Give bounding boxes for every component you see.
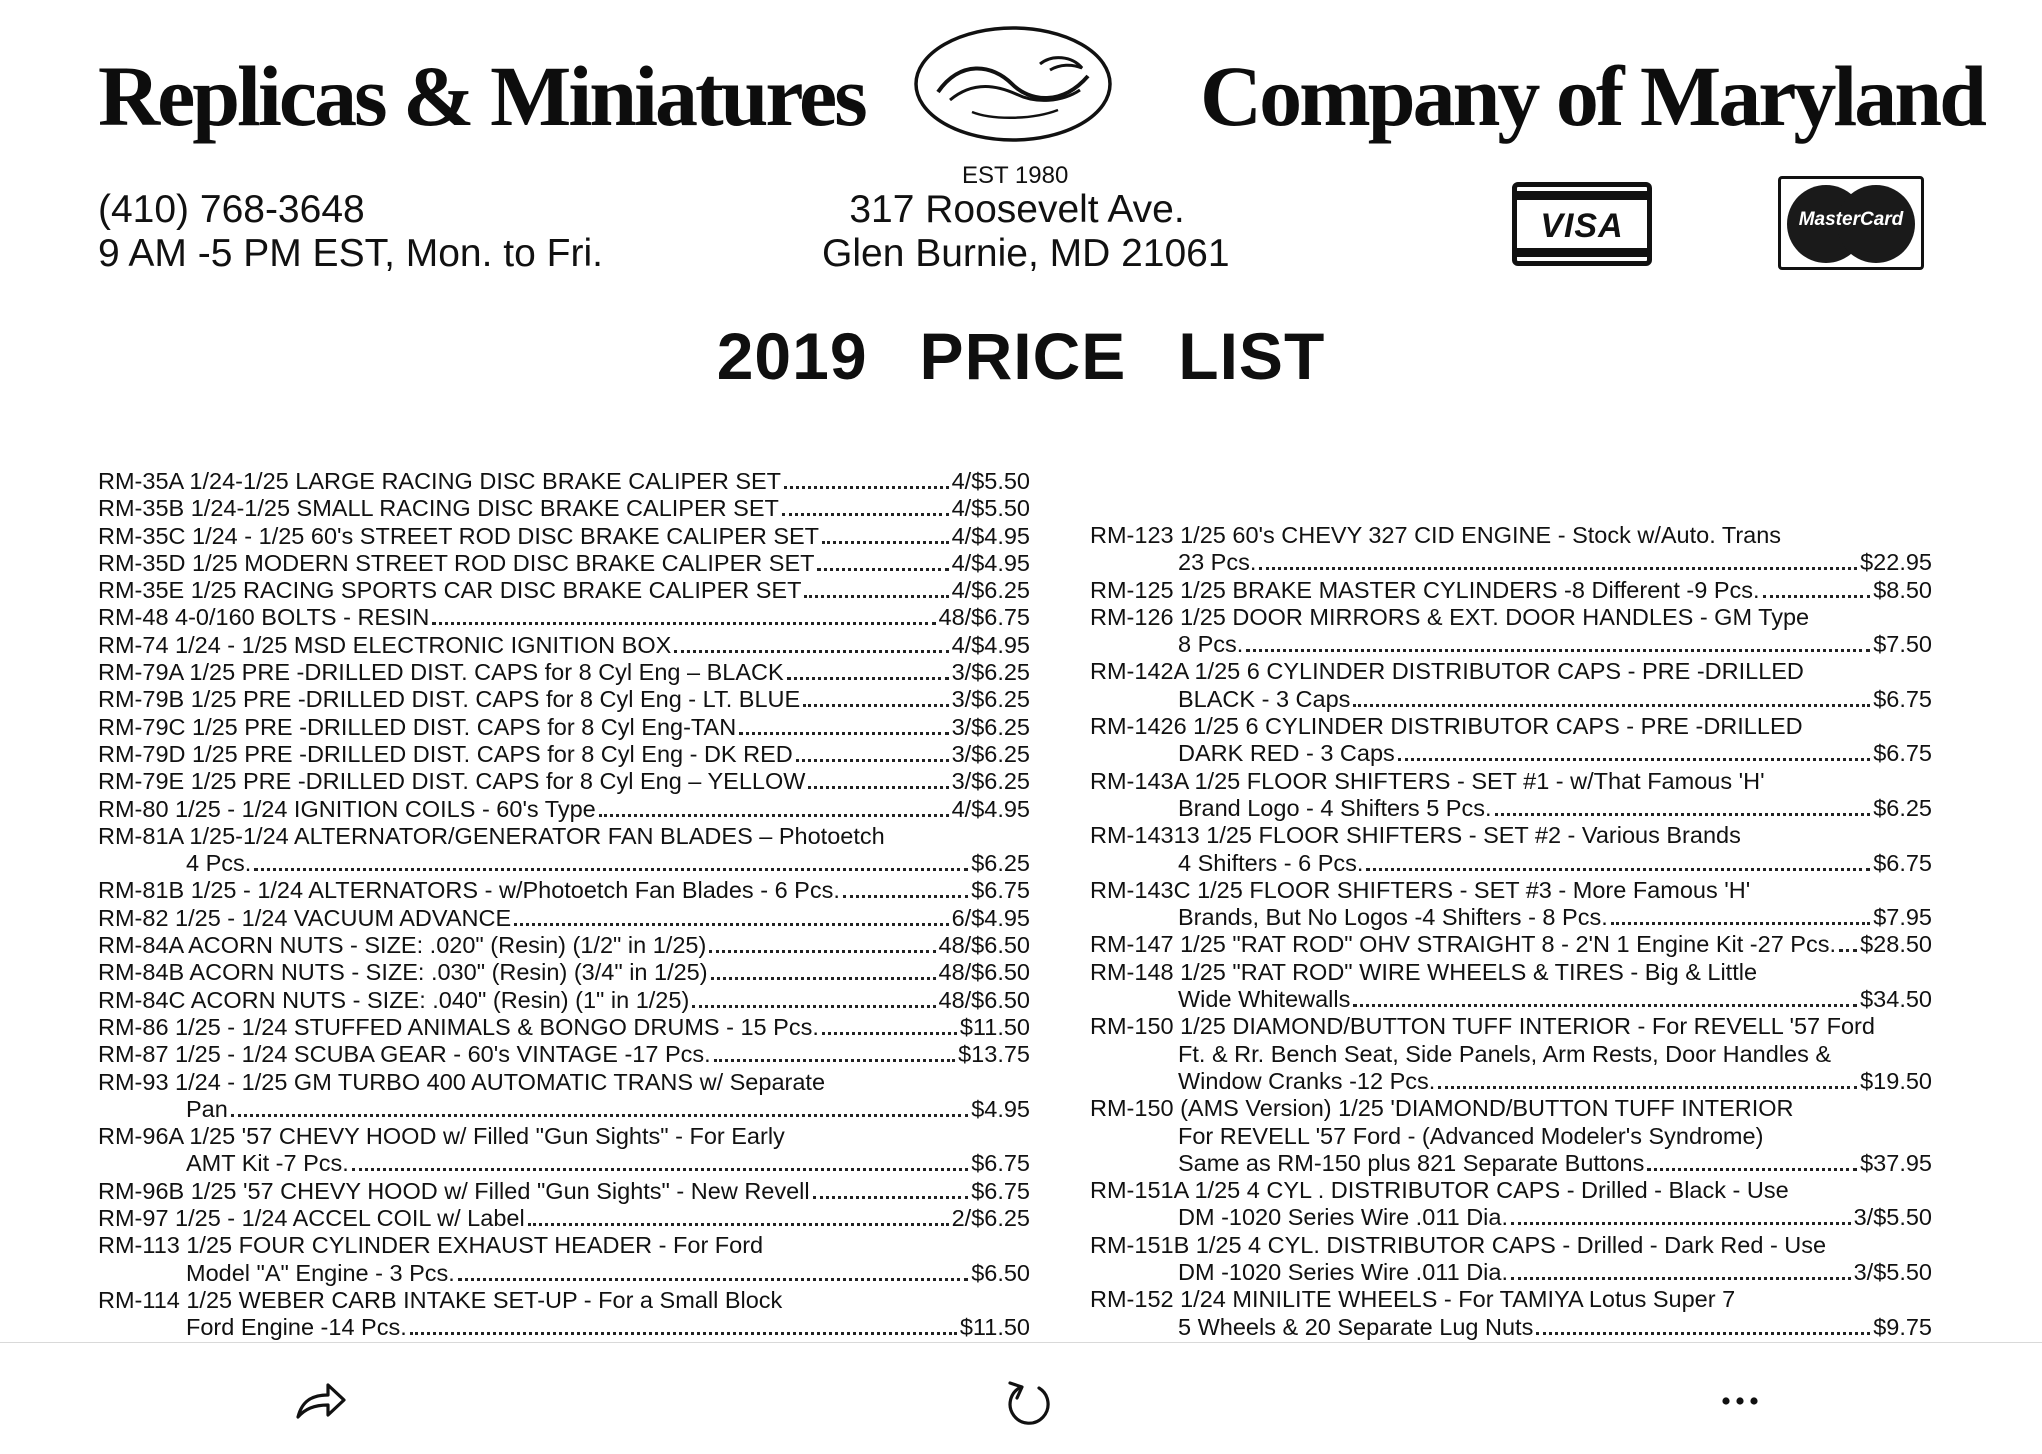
price-entry-line xyxy=(98,714,1030,741)
item-description: For REVELL '57 Ford - (Advanced Modeler's Syndrome) xyxy=(1178,1122,1764,1149)
price-entry-line xyxy=(98,932,1030,959)
price-entry-line xyxy=(1090,1013,1932,1040)
dot-leader xyxy=(1763,595,1871,598)
price-entry xyxy=(98,659,1030,686)
item-price: 4/$4.95 xyxy=(951,549,1030,576)
item-price: $9.75 xyxy=(1873,1313,1932,1340)
dot-leader xyxy=(1536,1332,1870,1335)
price-entry-line xyxy=(98,1260,1030,1287)
visa-label: VISA xyxy=(1540,207,1624,245)
title-word-list: LIST xyxy=(1178,319,1326,393)
dot-leader xyxy=(1366,868,1870,871)
dot-leader xyxy=(674,650,948,653)
dot-leader xyxy=(808,786,948,789)
price-entry xyxy=(1090,604,1932,659)
item-description: RM-79D 1/25 PRE -DRILLED DIST. CAPS for 8 Cyl Eng - DK RED xyxy=(98,740,793,767)
dot-leader xyxy=(803,704,948,707)
price-entry xyxy=(1090,1177,1932,1232)
dot-leader xyxy=(1611,922,1870,925)
dot-leader xyxy=(514,923,948,926)
dot-leader xyxy=(1353,1004,1857,1007)
price-entry xyxy=(98,1069,1030,1124)
price-entry xyxy=(1090,577,1932,604)
dot-leader xyxy=(709,950,935,953)
dot-leader xyxy=(599,814,949,817)
item-price: $11.50 xyxy=(959,1013,1030,1040)
item-description: RM-35A 1/24-1/25 LARGE RACING DISC BRAKE CALIPER SET xyxy=(98,468,782,494)
dot-leader xyxy=(1259,567,1857,570)
item-description: RM-84C ACORN NUTS - SIZE: .040" (Resin) (1" in 1/25) xyxy=(98,986,690,1013)
item-price: $11.50 xyxy=(959,1314,1030,1341)
price-entry-line xyxy=(98,1178,1030,1205)
price-entry xyxy=(98,1178,1030,1205)
price-entry-line xyxy=(1090,850,1932,877)
title-word-price: PRICE xyxy=(919,319,1127,393)
price-entry xyxy=(98,632,1030,659)
rotate-icon xyxy=(999,1371,1059,1431)
price-list-right-column xyxy=(1090,522,1932,1341)
item-description: 5 Wheels & 20 Separate Lug Nuts xyxy=(1178,1313,1534,1340)
item-price: $37.95 xyxy=(1860,1149,1932,1176)
price-entry xyxy=(1090,713,1932,768)
price-entry-line xyxy=(98,468,1030,495)
more-options-button[interactable] xyxy=(1710,1371,1770,1431)
share-button[interactable] xyxy=(290,1371,350,1431)
price-entry-line xyxy=(1090,822,1932,849)
price-entry xyxy=(1090,522,1932,577)
price-entry-line xyxy=(1090,1095,1932,1122)
price-entry-line xyxy=(1090,1041,1932,1068)
swirl-logo-icon xyxy=(912,24,1114,144)
price-entry-line xyxy=(1090,1232,1932,1259)
item-price: $6.75 xyxy=(1873,740,1932,767)
item-price: 48/$6.75 xyxy=(938,604,1030,631)
price-entry xyxy=(1090,768,1932,823)
price-entry xyxy=(98,987,1030,1014)
price-entry-line xyxy=(1090,959,1932,986)
item-price: 48/$6.50 xyxy=(938,932,1030,959)
dot-leader xyxy=(254,868,968,871)
item-description: RM-152 1/24 MINILITE WHEELS - For TAMIYA Lotus Super 7 xyxy=(1090,1286,1736,1313)
item-price: $4.95 xyxy=(971,1095,1030,1122)
price-entry-line xyxy=(98,550,1030,577)
price-entry-line xyxy=(1090,522,1932,549)
item-price: 2/$6.25 xyxy=(951,1205,1030,1232)
price-entry xyxy=(98,823,1030,878)
price-entry-line xyxy=(1090,986,1932,1013)
item-description: RM-14313 1/25 FLOOR SHIFTERS - SET #2 - Various Brands xyxy=(1090,822,1741,849)
item-description: 23 Pcs. xyxy=(1178,549,1257,576)
price-entry-line xyxy=(98,823,1030,850)
item-price: $8.50 xyxy=(1873,576,1932,603)
price-entry xyxy=(1090,1232,1932,1287)
dot-leader xyxy=(231,1114,968,1117)
price-entry-line xyxy=(98,686,1030,713)
item-price: $6.75 xyxy=(971,877,1030,904)
price-entry-line xyxy=(98,1041,1030,1068)
dot-leader xyxy=(1647,1168,1857,1171)
item-price: 4/$5.50 xyxy=(951,468,1030,494)
price-entry-line xyxy=(98,850,1030,877)
item-description: 8 Pcs. xyxy=(1178,631,1244,658)
visa-band-bottom xyxy=(1517,248,1647,257)
price-entry xyxy=(98,932,1030,959)
dot-leader xyxy=(804,595,948,598)
price-entry-line xyxy=(98,1123,1030,1150)
price-entry xyxy=(98,550,1030,577)
price-entry xyxy=(98,1014,1030,1041)
item-price: 6/$4.95 xyxy=(951,904,1030,931)
price-entry-line xyxy=(98,1205,1030,1232)
price-entry-line xyxy=(98,523,1030,550)
item-description: RM-35B 1/24-1/25 SMALL RACING DISC BRAKE CALIPER SET xyxy=(98,495,779,522)
item-price: $22.95 xyxy=(1860,549,1932,576)
item-price: 3/$6.25 xyxy=(951,713,1030,740)
contact-info xyxy=(98,188,603,276)
price-entry-line xyxy=(98,495,1030,522)
price-entry-line xyxy=(98,796,1030,823)
dot-leader xyxy=(711,977,936,980)
item-description: RM-79C 1/25 PRE -DRILLED DIST. CAPS for 8 Cyl Eng-TAN xyxy=(98,713,737,740)
price-entry xyxy=(98,577,1030,604)
price-list-left-column xyxy=(98,468,1030,1342)
item-price: 4/$4.95 xyxy=(951,631,1030,658)
item-description: DM -1020 Series Wire .011 Dia. xyxy=(1178,1204,1508,1231)
price-entry-line xyxy=(98,987,1030,1014)
item-description: DARK RED - 3 Caps xyxy=(1178,740,1395,767)
price-entry-line xyxy=(1090,713,1932,740)
item-description: AMT Kit -7 Pcs. xyxy=(186,1150,349,1177)
item-description: RM-151A 1/25 4 CYL . DISTRIBUTOR CAPS - Drilled - Black - Use xyxy=(1090,1177,1789,1204)
price-entry xyxy=(98,714,1030,741)
dot-leader xyxy=(1438,1086,1857,1089)
item-description: Brands, But No Logos -4 Shifters - 8 Pcs. xyxy=(1178,904,1608,931)
more-icon xyxy=(1710,1371,1770,1431)
price-entry xyxy=(98,686,1030,713)
item-description: RM-97 1/25 - 1/24 ACCEL COIL w/ Label xyxy=(98,1205,525,1232)
item-description: RM-84A ACORN NUTS - SIZE: .020" (Resin) (1/2" in 1/25) xyxy=(98,932,707,959)
price-entry-line xyxy=(98,1287,1030,1314)
item-description: Wide Whitewalls xyxy=(1178,986,1351,1013)
dot-leader xyxy=(714,1059,955,1062)
price-entry-line xyxy=(1090,1204,1932,1231)
dot-leader xyxy=(1353,704,1870,707)
dot-leader xyxy=(822,1032,957,1035)
dot-leader xyxy=(813,1196,969,1199)
item-description: RM-150 (AMS Version) 1/25 'DIAMOND/BUTTON TUFF INTERIOR xyxy=(1090,1095,1794,1122)
price-entry-line xyxy=(98,1096,1030,1123)
item-price: $7.95 xyxy=(1873,904,1932,931)
dot-leader xyxy=(458,1278,968,1281)
item-description: RM-114 1/25 WEBER CARB INTAKE SET-UP - For a Small Block xyxy=(98,1286,783,1313)
street-address: 317 Roosevelt Ave. xyxy=(849,188,1185,231)
item-description: Ford Engine -14 Pcs. xyxy=(186,1314,407,1341)
item-price: $7.50 xyxy=(1873,631,1932,658)
dot-leader xyxy=(817,568,948,571)
dot-leader xyxy=(843,895,968,898)
price-entry-line xyxy=(1090,1286,1932,1313)
item-description: RM-82 1/25 - 1/24 VACUUM ADVANCE xyxy=(98,904,512,931)
price-entry xyxy=(1090,877,1932,932)
price-entry xyxy=(98,1041,1030,1068)
price-entry-line xyxy=(98,877,1030,904)
share-icon xyxy=(290,1371,350,1431)
price-entry-line xyxy=(1090,577,1932,604)
price-entry xyxy=(98,523,1030,550)
item-price: 3/$5.50 xyxy=(1853,1204,1932,1231)
price-entry-line xyxy=(1090,1123,1932,1150)
price-entry xyxy=(1090,658,1932,713)
price-entry-line xyxy=(98,741,1030,768)
item-description: RM-143A 1/25 FLOOR SHIFTERS - SET #1 - w/That Famous 'H' xyxy=(1090,767,1765,794)
item-description: RM-74 1/24 - 1/25 MSD ELECTRONIC IGNITION BOX xyxy=(98,631,672,658)
item-description: RM-1426 1/25 6 CYLINDER DISTRIBUTOR CAPS - PRE -DRILLED xyxy=(1090,713,1803,740)
item-price: $6.75 xyxy=(1873,685,1932,712)
dot-leader xyxy=(528,1223,949,1226)
price-entry xyxy=(98,959,1030,986)
item-price: 4/$4.95 xyxy=(951,522,1030,549)
dot-leader xyxy=(784,486,949,489)
price-entry-line xyxy=(98,604,1030,631)
price-entry xyxy=(98,905,1030,932)
price-entry xyxy=(98,604,1030,631)
dot-leader xyxy=(739,732,948,735)
item-price: 4/$5.50 xyxy=(951,495,1030,522)
price-entry-line xyxy=(1090,1177,1932,1204)
price-entry xyxy=(1090,959,1932,1014)
address-block xyxy=(822,188,1230,276)
item-description: RM-81A 1/25-1/24 ALTERNATOR/GENERATOR FAN BLADES – Photoetch xyxy=(98,822,885,849)
price-entry-line xyxy=(98,1069,1030,1096)
dot-leader xyxy=(692,1005,935,1008)
item-description: RM-93 1/24 - 1/25 GM TURBO 400 AUTOMATIC TRANS w/ Separate xyxy=(98,1068,826,1095)
bottom-toolbar xyxy=(0,1342,2042,1454)
item-price: 48/$6.50 xyxy=(938,986,1030,1013)
item-price: $13.75 xyxy=(958,1041,1030,1068)
item-price: $6.75 xyxy=(971,1150,1030,1177)
price-entry-line xyxy=(1090,631,1932,658)
item-description: Pan xyxy=(186,1095,228,1122)
price-entry-line xyxy=(98,632,1030,659)
item-price: $28.50 xyxy=(1860,931,1932,958)
price-entry xyxy=(98,741,1030,768)
item-description: RM-79A 1/25 PRE -DRILLED DIST. CAPS for 8 Cyl Eng – BLACK xyxy=(98,659,784,686)
item-description: RM-125 1/25 BRAKE MASTER CYLINDERS -8 Different -9 Pcs. xyxy=(1090,576,1760,603)
dot-leader xyxy=(1495,813,1871,816)
item-description: RM-84B ACORN NUTS - SIZE: .030" (Resin) (3/4" in 1/25) xyxy=(98,959,708,986)
dot-leader xyxy=(410,1332,957,1335)
price-entry-line xyxy=(98,659,1030,686)
price-entry xyxy=(1090,1286,1932,1341)
price-entry-line xyxy=(98,1232,1030,1259)
item-price: 3/$6.25 xyxy=(951,659,1030,686)
item-description: BLACK - 3 Caps xyxy=(1178,685,1351,712)
item-price: 3/$5.50 xyxy=(1853,1259,1932,1286)
item-price: 48/$6.50 xyxy=(938,959,1030,986)
item-description: RM-87 1/25 - 1/24 SCUBA GEAR - 60's VINTAGE -17 Pcs. xyxy=(98,1041,711,1068)
price-entry xyxy=(98,1232,1030,1287)
company-name-left: Replicas & Miniatures xyxy=(98,48,865,144)
item-price: 4/$4.95 xyxy=(951,795,1030,822)
item-description: Window Cranks -12 Pcs. xyxy=(1178,1067,1436,1094)
price-entry-line xyxy=(1090,1068,1932,1095)
item-description: RM-79B 1/25 PRE -DRILLED DIST. CAPS for 8 Cyl Eng - LT. BLUE xyxy=(98,686,801,713)
price-entry xyxy=(1090,1095,1932,1177)
item-price: 4/$6.25 xyxy=(951,577,1030,604)
item-description: RM-81B 1/25 - 1/24 ALTERNATORS - w/Photoetch Fan Blades - 6 Pcs. xyxy=(98,877,840,904)
visa-band-top xyxy=(1517,191,1647,200)
item-description: RM-147 1/25 "RAT ROD" OHV STRAIGHT 8 - 2'N 1 Engine Kit -27 Pcs. xyxy=(1090,931,1836,958)
dot-leader xyxy=(1511,1277,1851,1280)
price-entry xyxy=(98,468,1030,495)
dot-leader xyxy=(822,541,949,544)
item-description: RM-113 1/25 FOUR CYLINDER EXHAUST HEADER - For Ford xyxy=(98,1232,764,1259)
price-entry-line xyxy=(98,959,1030,986)
item-price: 3/$6.25 xyxy=(951,740,1030,767)
price-entry-line xyxy=(1090,686,1932,713)
dot-leader xyxy=(1398,758,1870,761)
item-description: RM-80 1/25 - 1/24 IGNITION COILS - 60's Type xyxy=(98,795,596,822)
price-entry-line xyxy=(1090,1314,1932,1341)
price-entry xyxy=(1090,931,1932,958)
mastercard-logo xyxy=(1778,176,1924,270)
price-entry-line xyxy=(1090,604,1932,631)
title-year: 2019 xyxy=(716,319,868,393)
item-description: RM-35D 1/25 MODERN STREET ROD DISC BRAKE CALIPER SET xyxy=(98,549,815,576)
dot-leader xyxy=(1246,649,1870,652)
item-description: DM -1020 Series Wire .011 Dia. xyxy=(1178,1259,1508,1286)
price-entry-line xyxy=(1090,1259,1932,1286)
price-entry-line xyxy=(1090,877,1932,904)
item-description: RM-148 1/25 "RAT ROD" WIRE WHEELS & TIRES - Big & Little xyxy=(1090,958,1758,985)
mastercard-label: MasterCard xyxy=(1798,209,1904,230)
price-entry-line xyxy=(1090,768,1932,795)
item-price: $6.75 xyxy=(1873,849,1932,876)
item-description: RM-48 4-0/160 BOLTS - RESIN xyxy=(98,604,430,631)
item-description: RM-35C 1/24 - 1/25 60's STREET ROD DISC BRAKE CALIPER SET xyxy=(98,522,820,549)
item-description: Brand Logo - 4 Shifters 5 Pcs. xyxy=(1178,794,1492,821)
dot-leader xyxy=(1839,949,1857,952)
price-entry-line xyxy=(98,1014,1030,1041)
price-entry xyxy=(98,877,1030,904)
price-entry-line xyxy=(1090,1150,1932,1177)
dot-leader xyxy=(796,759,949,762)
item-price: 3/$6.25 xyxy=(951,686,1030,713)
price-entry-line xyxy=(98,577,1030,604)
price-entry xyxy=(98,495,1030,522)
price-entry xyxy=(98,768,1030,795)
item-description: RM-126 1/25 DOOR MIRRORS & EXT. DOOR HANDLES - GM Type xyxy=(1090,603,1810,630)
price-entry-line xyxy=(1090,795,1932,822)
price-entry-line xyxy=(1090,904,1932,931)
item-description: RM-86 1/25 - 1/24 STUFFED ANIMALS & BONGO DRUMS - 15 Pcs. xyxy=(98,1013,819,1040)
price-list-title xyxy=(0,318,2042,394)
price-entry-line xyxy=(98,905,1030,932)
price-entry xyxy=(1090,822,1932,877)
item-description: RM-123 1/25 60's CHEVY 327 CID ENGINE - Stock w/Auto. Trans xyxy=(1090,522,1782,548)
item-price: $6.25 xyxy=(1873,794,1932,821)
price-entry-line xyxy=(1090,740,1932,767)
item-description: RM-96B 1/25 '57 CHEVY HOOD w/ Filled "Gun Sights" - New Revell xyxy=(98,1177,810,1204)
company-name-right: Company of Maryland xyxy=(1200,48,1984,144)
item-description: RM-35E 1/25 RACING SPORTS CAR DISC BRAKE CALIPER SET xyxy=(98,577,802,604)
item-description: Model "A" Engine - 3 Pcs. xyxy=(186,1259,455,1286)
dot-leader xyxy=(352,1168,968,1171)
item-description: RM-142A 1/25 6 CYLINDER DISTRIBUTOR CAPS - PRE -DRILLED xyxy=(1090,658,1804,685)
item-description: RM-151B 1/25 4 CYL. DISTRIBUTOR CAPS - Drilled - Dark Red - Use xyxy=(1090,1231,1827,1258)
item-description: RM-79E 1/25 PRE -DRILLED DIST. CAPS for 8 Cyl Eng – YELLOW xyxy=(98,768,806,795)
item-description: 4 Shifters - 6 Pcs. xyxy=(1178,849,1364,876)
dot-leader xyxy=(432,622,935,625)
item-price: $6.25 xyxy=(971,850,1030,877)
item-description: RM-143C 1/25 FLOOR SHIFTERS - SET #3 - More Famous 'H' xyxy=(1090,876,1751,903)
price-entry-line xyxy=(98,1314,1030,1341)
item-description: Ft. & Rr. Bench Seat, Side Panels, Arm Rests, Door Handles & xyxy=(1178,1040,1832,1067)
item-price: $6.50 xyxy=(971,1259,1030,1286)
item-price: $34.50 xyxy=(1860,986,1932,1013)
item-description: RM-96A 1/25 '57 CHEVY HOOD w/ Filled "Gun Sights" - For Early xyxy=(98,1123,785,1150)
item-price: 3/$6.25 xyxy=(951,768,1030,795)
dot-leader xyxy=(1511,1222,1851,1225)
item-price: $6.75 xyxy=(971,1177,1030,1204)
price-entry xyxy=(1090,1013,1932,1095)
established-year: EST 1980 xyxy=(962,162,1069,189)
price-entry-line xyxy=(1090,549,1932,576)
dot-leader xyxy=(782,513,949,516)
item-price: $19.50 xyxy=(1860,1067,1932,1094)
price-entry-line xyxy=(1090,931,1932,958)
price-entry-line xyxy=(1090,658,1932,685)
price-entry-line xyxy=(98,1150,1030,1177)
price-entry xyxy=(98,1205,1030,1232)
business-hours: 9 AM -5 PM EST, Mon. to Fri. xyxy=(98,232,603,275)
price-entry xyxy=(98,796,1030,823)
rotate-button[interactable] xyxy=(999,1371,1059,1431)
item-description: RM-150 1/25 DIAMOND/BUTTON TUFF INTERIOR - For REVELL '57 Ford xyxy=(1090,1013,1875,1040)
price-entry xyxy=(98,1123,1030,1178)
price-entry xyxy=(98,1287,1030,1342)
dot-leader xyxy=(787,677,949,680)
item-description: Same as RM-150 plus 821 Separate Buttons xyxy=(1178,1149,1645,1176)
city-state-zip: Glen Burnie, MD 21061 xyxy=(822,232,1230,275)
visa-logo xyxy=(1512,182,1652,266)
phone-number: (410) 768-3648 xyxy=(98,188,365,231)
price-entry-line xyxy=(98,768,1030,795)
item-description: 4 Pcs. xyxy=(186,850,252,877)
